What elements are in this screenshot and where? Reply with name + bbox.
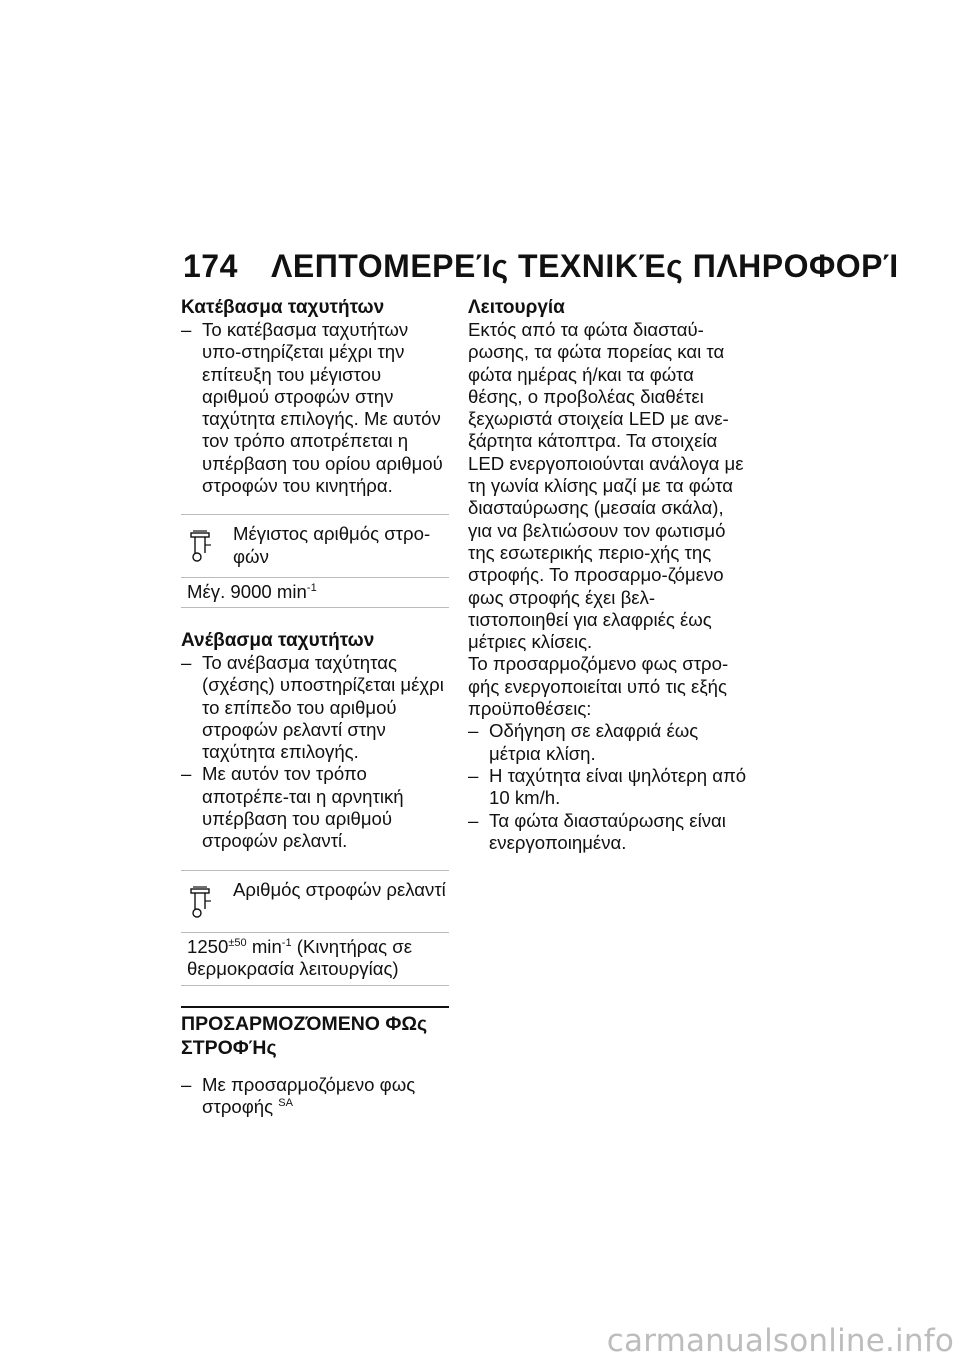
section-heading-function: Λειτουργία [468,297,565,318]
section-heading-upshift: Ανέβασμα ταχυτήτων [181,629,375,651]
dash-icon: – [468,720,479,742]
engine-piston-icon [189,523,233,568]
dash-icon: – [181,1073,192,1095]
page-header [183,248,899,285]
right-column [468,296,748,854]
spec-label: Αριθμός στροφών ρελαντί [233,878,446,900]
list-item: – Με προσαρμοζόμενο φως στροφής $^{SA}$ [181,1073,416,1117]
dash-icon: – [468,809,479,831]
spec-box-idle-rpm [181,870,449,986]
section-heading-downshift: Κατέβασμα ταχυτήτων [181,297,385,318]
dash-icon: – [181,763,192,785]
dash-icon: – [181,651,192,673]
list-item: – Η ταχύτητα είναι ψηλότερη από 10 km/h. [468,764,747,809]
dash-icon: – [181,319,192,340]
section-heading-adaptive-light: ΠΡΟΣΑΡΜΟΖΌΜΕΝΟ ΦΩς ΣΤΡΟΦΉς [181,1012,428,1059]
spec-box-max-rpm [181,514,449,608]
left-column [181,296,451,1118]
page-title: ΛΕΠΤΟΜΕΡΕΊς ΤΕΧΝΙΚΈς ΠΛΗΡΟΦΟΡΊ [271,248,899,284]
watermark: carmanualsonline.info [606,1323,954,1359]
list-item: – Το ανέβασμα ταχύτητας (σχέσης) υποστηρίζεται μέχρι το επίπεδο του αριθμού στροφών ρελαντί στην ταχύτητα επιλογής. [181,651,444,763]
list-item: – Τα φώτα διασταύρωσης είναι ενεργοποιημένα. [468,809,726,853]
engine-piston-icon [189,879,233,924]
paragraph: Το προσαρμοζόμενο φως στρο-φής ενεργοποιείται υπό τις εξής προϋποθέσεις: [468,653,729,720]
spec-value: Μέγ. 9000 $\min^{-1}$ [181,577,449,607]
spec-value: $1250^{\pm 50}$ $\min^{-1} (K\iota\nu\eta\tau ή\rho\alpha\varsigma$ σε θερμοκρασία λειτουργίας) [181,932,449,985]
page-number: 174 [183,248,238,284]
section-adaptive-light [181,1006,449,1060]
list-item: – Με αυτόν τον τρόπο αποτρέπε-ται η αρνητική υπέρβαση του αριθμού στροφών ρελαντί. [181,763,404,852]
list-item: – Οδήγηση σε ελαφριά έως μέτρια κλίση. [468,720,699,764]
list-item: – Το κατέβασμα ταχυτήτων υπο-στηρίζεται μέχρι την επίτευξη του μέγιστου αριθμού στροφών στην ταχύτητα επιλογής. Με αυτόν τον τρόπο αποτρέπεται η υπέρβαση του ορίου αριθμού στροφών του κινητήρα. [181,319,443,497]
dash-icon: – [468,764,479,786]
paragraph: Εκτός από τα φώτα διασταύ-ρωσης, τα φώτα πορείας και τα φώτα ημέρας ή/και τα φώτα θέσης, ο προβολέας διαθέτει ξεχωριστά στοιχεία LED με ανε-ξάρτητα κάτοπτρα. Τα στοιχεία LED ενεργοποιούνται ανάλογα με τη γωνία κλίσης μαζί με τα φώτα διασταύρωσης (μεσαία σκάλα), για να βελτιώσουν τον φωτισμό της εσωτερικής περιο-χής της στροφής. Το προσαρμο-ζόμενο φως στροφής έχει βελ-τιστοποιηθεί για ελαφριές έως μέτριες κλίσεις. [468,319,744,653]
spec-label: Μέγιστος αριθμός στρο-φών [233,523,431,567]
